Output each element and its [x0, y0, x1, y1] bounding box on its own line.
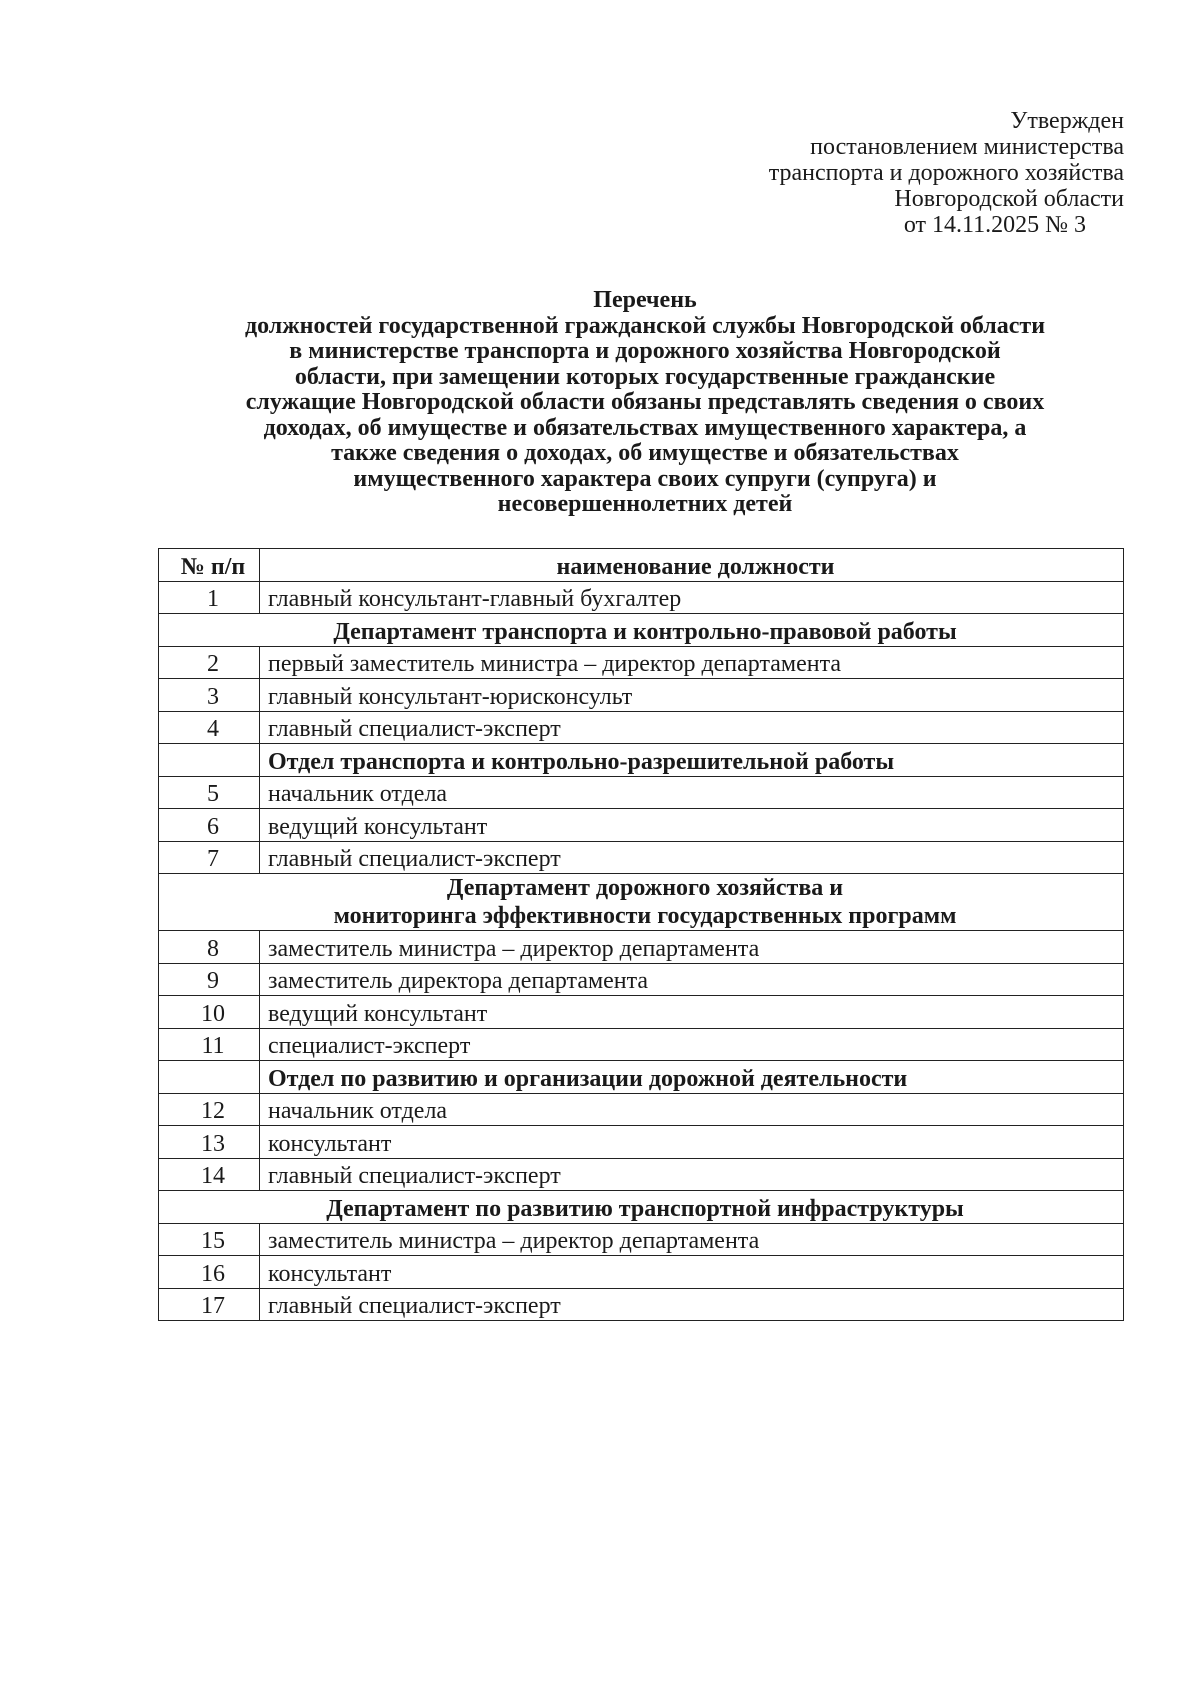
header-name: наименование должности: [260, 549, 1124, 582]
row-name: заместитель министра – директор департамента: [260, 931, 1124, 964]
title-line: Перечень: [593, 287, 697, 313]
title-line: области, при замещении которых государственные гражданские: [294, 363, 996, 390]
title-line: служащие Новгородской области обязаны представлять сведения о своих: [245, 389, 1045, 415]
row-num: 13: [159, 1126, 260, 1159]
section-row: [159, 614, 1124, 647]
row-num: 6: [159, 809, 260, 842]
row-name: первый заместитель министра – директор департамента: [260, 646, 1124, 679]
title-line: доходах, об имуществе и обязательствах имущественного характера, а: [263, 414, 1027, 441]
row-num: 12: [159, 1093, 260, 1126]
section-empty-cell: [159, 1061, 260, 1094]
section-title: Департамент транспорта и контрольно-правовой работы: [159, 614, 1124, 647]
table-row: [159, 581, 1124, 614]
section-empty-cell: [159, 744, 260, 777]
table-header-row: [159, 549, 1124, 582]
row-name: главный специалист-эксперт: [260, 711, 1124, 744]
row-name: главный специалист-эксперт: [260, 841, 1124, 874]
row-name: начальник отдела: [260, 776, 1124, 809]
table-row: [159, 776, 1124, 809]
row-name: начальник отдела: [260, 1093, 1124, 1126]
section-row: [159, 1061, 1124, 1094]
table-row: [159, 841, 1124, 874]
row-num: 14: [159, 1158, 260, 1191]
section-title-line: Департамент дорожного хозяйства и: [446, 875, 844, 901]
approval-block: [769, 108, 1124, 238]
row-name: заместитель министра – директор департамента: [260, 1223, 1124, 1256]
table-row: [159, 679, 1124, 712]
row-num: 9: [159, 963, 260, 996]
table-row: [159, 646, 1124, 679]
positions-table: [158, 548, 1124, 1321]
table-row: [159, 1093, 1124, 1126]
row-num: 8: [159, 931, 260, 964]
row-name: консультант: [260, 1256, 1124, 1289]
row-name: заместитель директора департамента: [260, 963, 1124, 996]
approval-line: постановлением министерства: [810, 134, 1124, 160]
table-row: [159, 711, 1124, 744]
row-num: 15: [159, 1223, 260, 1256]
row-num: 3: [159, 679, 260, 712]
table-row: [159, 1126, 1124, 1159]
approval-line: Новгородской области: [894, 186, 1124, 212]
section-title-line: мониторинга эффективности государственных программ: [333, 903, 957, 929]
row-num: 11: [159, 1028, 260, 1061]
table-row: [159, 1158, 1124, 1191]
section-row: [159, 1191, 1124, 1224]
row-name: ведущий консультант: [260, 809, 1124, 842]
table-row: [159, 963, 1124, 996]
row-name: главный консультант-главный бухгалтер: [260, 581, 1124, 614]
section-title: Отдел транспорта и контрольно-разрешительной работы: [260, 744, 1124, 777]
title-line: должностей государственной гражданской службы Новгородской области: [244, 312, 1046, 339]
title-line: несовершеннолетних детей: [497, 491, 793, 517]
section-row: [159, 874, 1124, 931]
row-name: главный специалист-эксперт: [260, 1288, 1124, 1321]
row-num: 10: [159, 996, 260, 1029]
header-num: № п/п: [159, 549, 260, 582]
table-row: [159, 931, 1124, 964]
section-row: [159, 744, 1124, 777]
table-row: [159, 1028, 1124, 1061]
row-num: 7: [159, 841, 260, 874]
title-line: также сведения о доходах, об имуществе и обязательствах: [331, 440, 959, 466]
row-num: 5: [159, 776, 260, 809]
section-title: Отдел по развитию и организации дорожной деятельности: [260, 1061, 1124, 1094]
row-num: 2: [159, 646, 260, 679]
table-row: [159, 1288, 1124, 1321]
row-name: главный консультант-юрисконсульт: [260, 679, 1124, 712]
row-name: консультант: [260, 1126, 1124, 1159]
approval-date: от 14.11.2025 № 3: [903, 212, 1086, 238]
row-name: специалист-эксперт: [260, 1028, 1124, 1061]
row-num: 1: [159, 581, 260, 614]
table-row: [159, 1256, 1124, 1289]
row-num: 4: [159, 711, 260, 744]
approval-line: транспорта и дорожного хозяйства: [768, 160, 1124, 186]
title-line: имущественного характера своих супруги (супруга) и: [353, 465, 937, 492]
section-title: Департамент по развитию транспортной инфраструктуры: [159, 1191, 1124, 1224]
approval-line: Утвержден: [1010, 108, 1124, 134]
row-name: ведущий консультант: [260, 996, 1124, 1029]
table-row: [159, 809, 1124, 842]
title-line: в министерстве транспорта и дорожного хозяйства Новгородской: [289, 338, 1001, 364]
section-title: [159, 874, 1124, 931]
row-num: 16: [159, 1256, 260, 1289]
table-row: [159, 1223, 1124, 1256]
table-row: [159, 996, 1124, 1029]
document-title: [165, 288, 1125, 518]
row-num: 17: [159, 1288, 260, 1321]
row-name: главный специалист-эксперт: [260, 1158, 1124, 1191]
